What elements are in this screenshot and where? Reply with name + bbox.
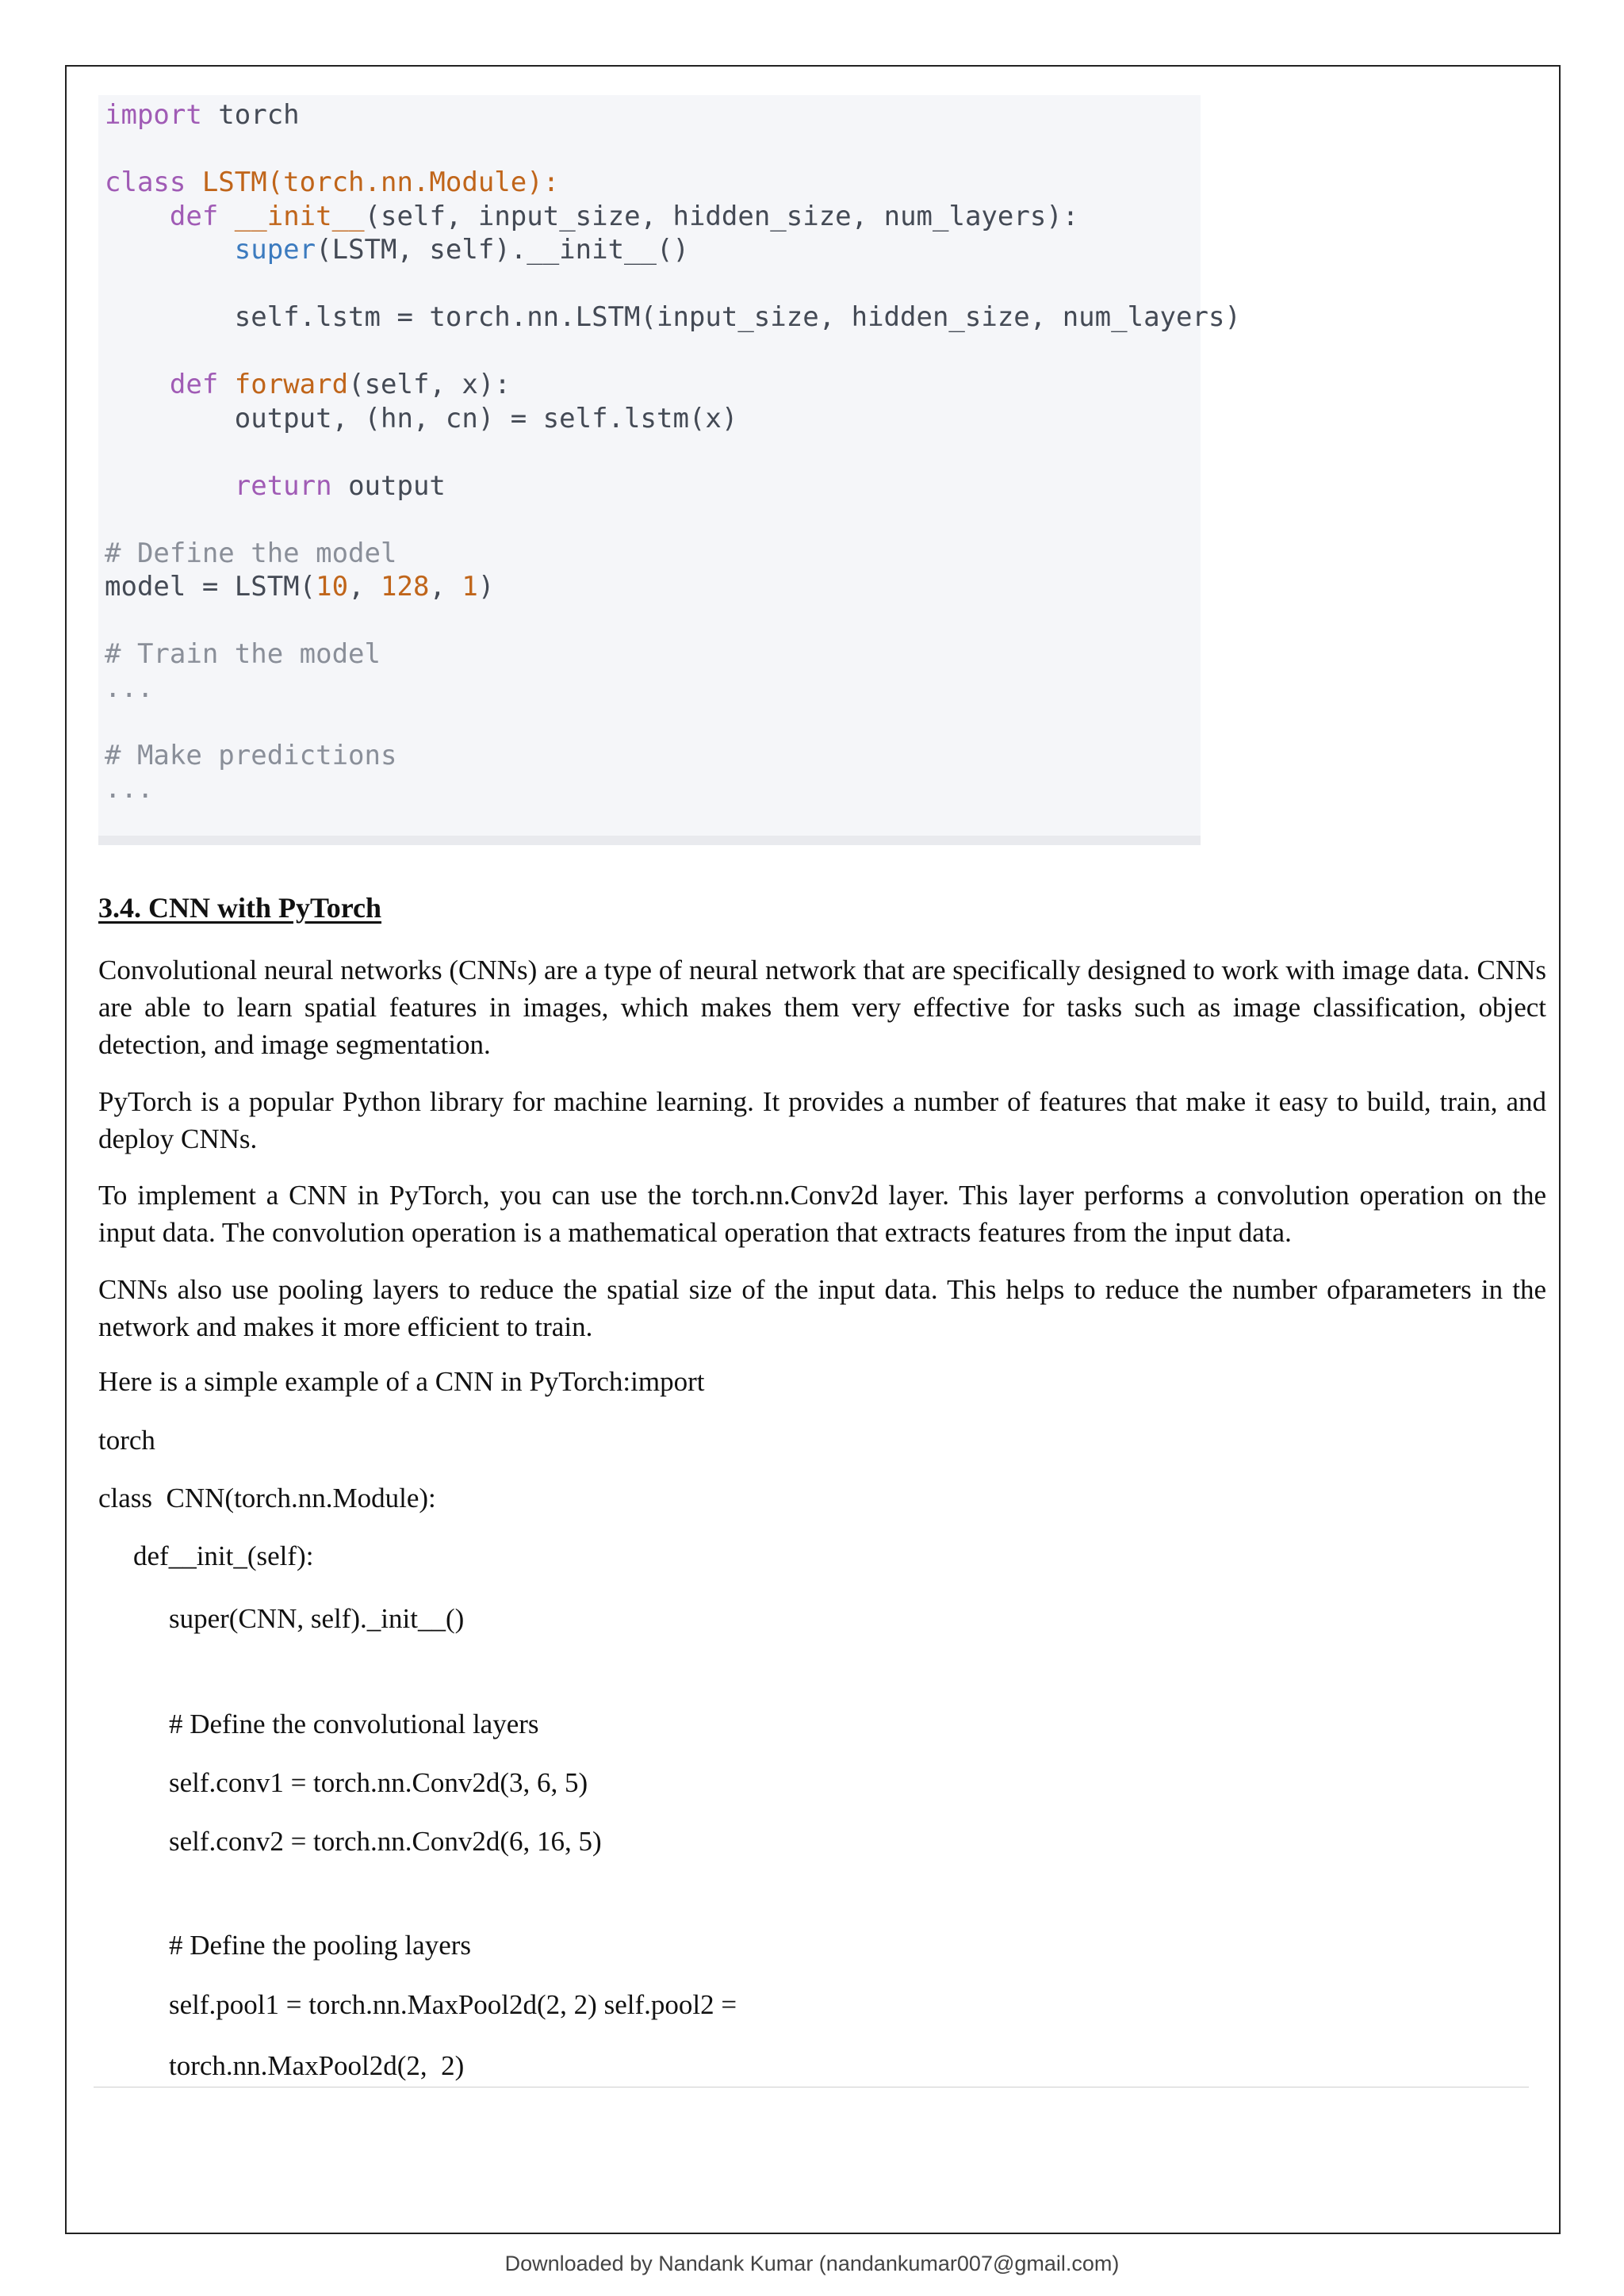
code-token: 1 [462,571,478,603]
code-token: , [348,571,381,603]
cnn-code-line: torch.nn.MaxPool2d(2, 2) [169,2050,465,2081]
lstm-code-line [105,537,1241,571]
code-token: self.lstm = torch.nn.LSTM(input_size, hidden_size, num_layers) [105,301,1241,333]
lstm-code-line [105,739,1241,773]
paragraph-pytorch-intro: PyTorch is a popular Python library for machine learning. It provides a number of features that make it easy to build, train, and deploy CNNs. [98,1086,1546,1154]
code-token [105,234,235,266]
code-token: LSTM(torch.nn.Module): [186,166,560,198]
code-token: super [234,234,316,266]
lstm-code-line [105,200,1241,234]
cnn-code-line: class CNN(torch.nn.Module): [98,1483,436,1513]
lstm-code-line [105,503,1241,537]
lstm-code-lines [105,98,1241,806]
code-token: class [105,166,186,198]
lstm-code-line [105,267,1241,301]
lstm-code-line [105,705,1241,739]
paragraph-example-intro: Here is a simple example of a CNN in PyTorch:import [98,1366,705,1397]
code-token: # Make predictions [105,739,397,771]
code-token [105,201,170,232]
code-token: ) [477,571,495,603]
lstm-code-line [105,604,1241,638]
code-token [218,369,234,400]
cnn-code-line: def__init_(self): [133,1540,314,1571]
cnn-code-line: # Define the convolutional layers [169,1709,539,1739]
code-token: ... [105,672,154,704]
code-token: (LSTM, self).__init__() [316,234,689,266]
lstm-code-line [105,132,1241,166]
lstm-code-line [105,335,1241,369]
code-token: 128 [381,571,430,603]
code-token: output [331,469,446,502]
code-token: __init__ [234,200,365,232]
code-token: output, (hn, cn) = self.lstm(x) [105,402,738,434]
code-token: (self, x): [348,369,511,400]
code-token [105,369,170,400]
cnn-code-line: self.conv2 = torch.nn.Conv2d(6, 16, 5) [169,1826,602,1857]
lstm-code-line [105,368,1241,402]
cnn-code-line: torch [98,1425,155,1456]
section-heading: 3.4. CNN with PyTorch [98,892,382,924]
lstm-code-line [105,570,1241,604]
lstm-code-line [105,402,1241,436]
code-token: # Train the model [105,638,381,670]
lstm-code-line [105,300,1241,335]
code-token: ... [105,773,154,805]
download-footer: Downloaded by Nandank Kumar (nandankumar007@gmail.com) [504,2252,1120,2275]
code-token: 10 [316,571,349,603]
code-token [105,470,235,502]
code-token: def [169,200,219,232]
code-token: model = LSTM( [105,571,316,603]
code-token: torch [201,99,300,131]
cnn-code-line: self.conv1 = torch.nn.Conv2d(3, 6, 5) [169,1767,588,1798]
lstm-code-line [105,166,1241,200]
code-token: def [169,369,219,400]
code-token [218,201,234,232]
code-token: return [234,469,332,502]
code-token: import [105,99,202,131]
lstm-code-line [105,637,1241,672]
cnn-code-line: # Define the pooling layers [169,1930,472,1961]
code-token: , [429,571,462,603]
paragraph-cnn-intro: Convolutional neural networks (CNNs) are a type of neural network that are specifically designed to work with image data. CNNs are able to learn spatial features in images, which makes them very effective for tasks such as image classification, object detection, and image segmentation. [98,955,1546,1060]
cnn-code-line: super(CNN, self)._init__() [169,1603,465,1634]
lstm-code-line [105,233,1241,267]
lstm-code-line [105,98,1241,132]
paragraph-pooling: CNNs also use pooling layers to reduce the spatial size of the input data. This helps to reduce the number ofparameters in the network and makes it more efficient to train. [98,1274,1546,1342]
code-token: # Define the model [105,537,397,569]
lstm-code-line [105,435,1241,469]
code-token: forward [234,369,349,400]
cnn-code-line: self.pool1 = torch.nn.MaxPool2d(2, 2) self.pool2 = [169,1989,737,2020]
lstm-code-line [105,772,1241,806]
lstm-code-line [105,672,1241,706]
lstm-code-line [105,469,1241,503]
lstm-code-screenshot [98,95,1241,845]
paragraph-conv2d: To implement a CNN in PyTorch, you can use the torch.nn.Conv2d layer. This layer performs a convolution operation on the input data. The convolution operation is a mathematical operation that extracts features from the input data. [98,1180,1546,1248]
code-token: (self, input_size, hidden_size, num_layers): [364,200,1079,232]
